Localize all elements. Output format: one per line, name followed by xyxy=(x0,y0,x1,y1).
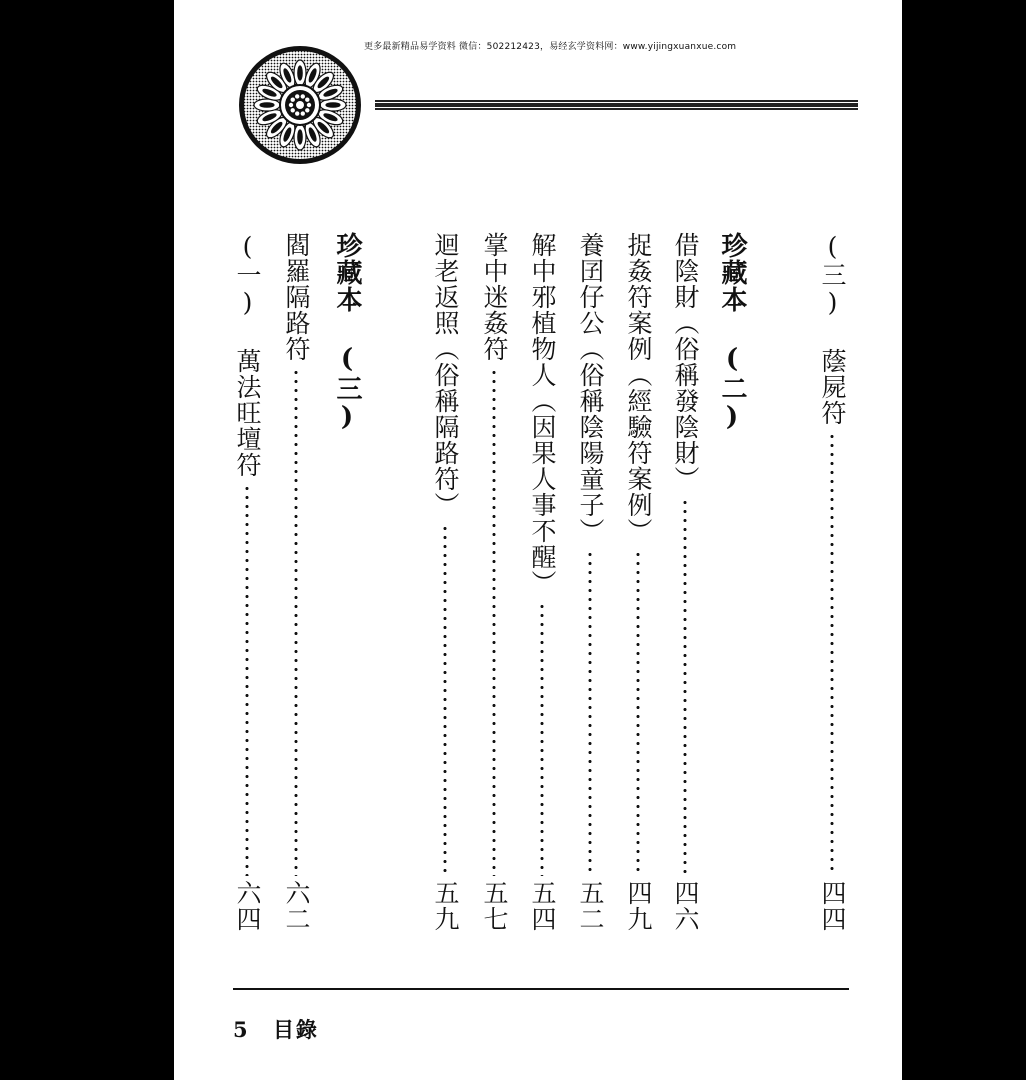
section-title: 目錄 xyxy=(272,1017,319,1042)
leader-dots xyxy=(636,550,640,876)
leader-dots xyxy=(443,524,447,876)
lotus-emblem-icon xyxy=(237,44,367,168)
header-rule xyxy=(375,100,858,111)
header-watermark: 更多最新精品易学资料 微信：502212423，易经玄学资料网：www.yijingxuanxue.com xyxy=(364,42,737,52)
toc-page-number: 四九 xyxy=(624,880,653,932)
toc-title: 解中邪植物人（因果人事不醒） xyxy=(528,232,557,596)
leader-dots xyxy=(683,498,687,876)
toc-page-number: 四六 xyxy=(671,880,700,932)
toc-title: 迴老返照（俗稱隔路符） xyxy=(431,232,460,518)
toc-page-number: 五七 xyxy=(480,880,509,932)
page-number: 5 xyxy=(233,1017,250,1042)
toc-title: (三) 蔭屍符 xyxy=(818,232,847,426)
toc-page-number: 五四 xyxy=(528,880,557,932)
toc-entry[interactable] xyxy=(814,232,850,932)
toc-title: (一) 萬法旺壇符 xyxy=(233,232,262,478)
leader-dots xyxy=(588,550,592,876)
toc-entry[interactable] xyxy=(524,232,560,932)
toc-page-number: 六二 xyxy=(282,880,311,932)
toc-section-heading xyxy=(714,232,750,932)
toc-page-number: 五二 xyxy=(576,880,605,932)
leader-dots xyxy=(294,368,298,876)
toc-page-number: 六四 xyxy=(233,880,262,932)
page-footer xyxy=(233,1014,333,1044)
toc-page-number: 四四 xyxy=(818,880,847,932)
toc-entry[interactable] xyxy=(427,232,463,932)
leader-dots xyxy=(492,368,496,876)
toc-entry[interactable] xyxy=(476,232,512,932)
toc-title: 借陰財（俗稱發陰財） xyxy=(671,232,700,492)
toc-entry[interactable] xyxy=(620,232,656,932)
leader-dots xyxy=(245,484,249,876)
toc-section-heading xyxy=(329,232,365,932)
footer-rule xyxy=(233,988,849,990)
toc-entry[interactable] xyxy=(229,232,265,932)
toc-page-number: 五九 xyxy=(431,880,460,932)
toc-entry[interactable] xyxy=(572,232,608,932)
leader-dots xyxy=(540,602,544,876)
toc-title: 掌中迷姦符 xyxy=(480,232,509,362)
document-page xyxy=(174,0,902,1080)
toc-title: 捉姦符案例（經驗符案例） xyxy=(624,232,653,544)
toc-entry[interactable] xyxy=(278,232,314,932)
toc-title: 珍藏本 (二) xyxy=(717,232,747,433)
toc-title: 養囝仔公（俗稱陰陽童子） xyxy=(576,232,605,544)
toc-title: 珍藏本 (三) xyxy=(332,232,362,433)
toc-entry[interactable] xyxy=(667,232,703,932)
toc-title: 閻羅隔路符 xyxy=(282,232,311,362)
leader-dots xyxy=(830,432,834,876)
